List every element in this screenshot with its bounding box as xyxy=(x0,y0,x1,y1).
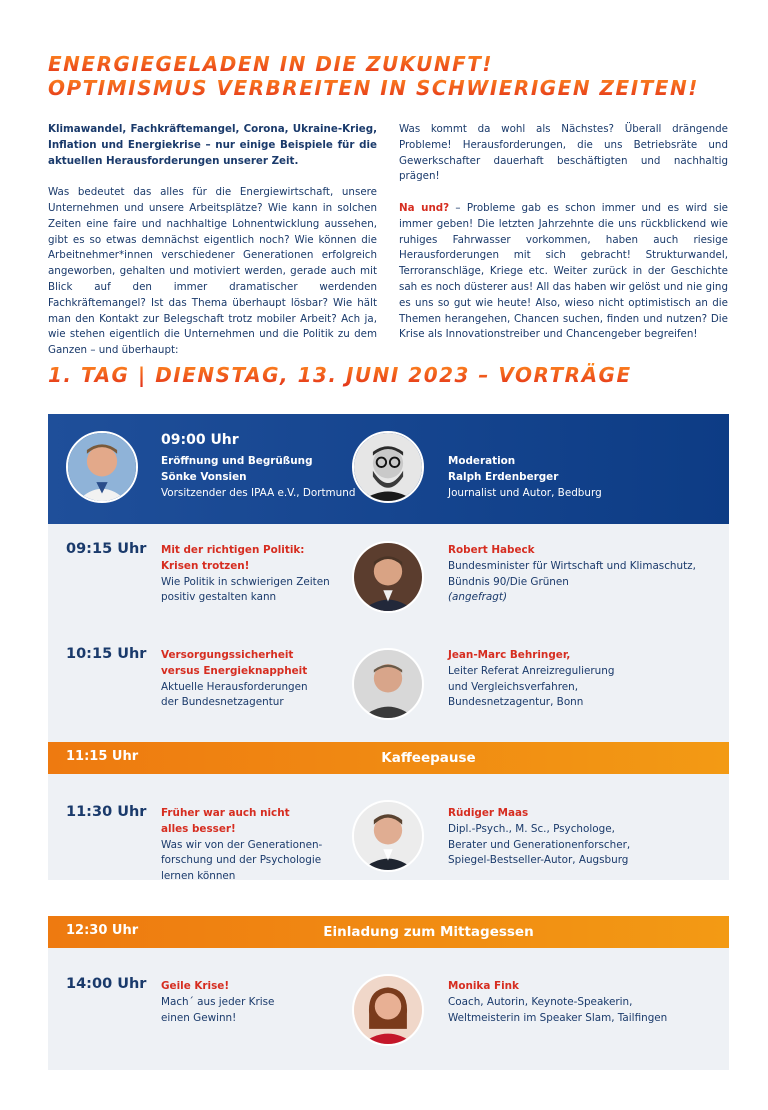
speaker-role-line: Dipl.-Psych., M. Sc., Psychologe, xyxy=(448,822,615,835)
talk-title-line: versus Energieknappheit xyxy=(161,664,308,677)
moderation-details xyxy=(448,454,602,501)
talk-topic xyxy=(161,806,346,885)
schedule-row-opening xyxy=(48,414,729,524)
schedule-row-talk-2 xyxy=(48,636,729,742)
talk-title-line: alles besser! xyxy=(161,822,236,835)
intro-column-right xyxy=(399,122,728,375)
break-time: 11:15 Uhr xyxy=(66,749,139,764)
talk-title-line: Geile Krise! xyxy=(161,980,230,992)
talk-title-line: Mit der richtigen Politik: xyxy=(161,544,305,556)
speaker-role-line: Spiegel-Bestseller-Autor, Augsburg xyxy=(448,854,629,867)
speaker-role-line: Berater und Generationenforscher, xyxy=(448,838,631,851)
intro-text xyxy=(48,122,728,375)
speaker-details xyxy=(448,806,718,869)
talk-title-line: Versorgungssicherheit xyxy=(161,649,294,661)
speaker-details xyxy=(448,979,718,1026)
speaker-role-line: Coach, Autorin, Keynote-Speakerin, xyxy=(448,995,633,1008)
break-label: Einladung zum Mittagessen xyxy=(323,924,534,940)
talk-description-line: Was wir von der Generationen- xyxy=(161,838,323,851)
avatar-robert-habeck xyxy=(352,541,424,613)
moderator-name: Ralph Erdenberger xyxy=(448,470,559,483)
speaker-role-line: Weltmeisterin im Speaker Slam, Tailfingen xyxy=(448,1011,668,1024)
speaker-details xyxy=(448,648,718,711)
speaker-role-line: Leiter Referat Anreizregulierung xyxy=(448,664,615,677)
schedule-row-talk-3 xyxy=(48,774,729,883)
speaker-role-line: und Vergleichsverfahren, xyxy=(448,680,579,693)
talk-topic xyxy=(161,648,346,711)
opening-speaker-name: Sönke Vonsien xyxy=(161,470,247,483)
intro-paragraph-3 xyxy=(399,201,728,343)
intro-paragraph-2: Was kommt da wohl als Nächstes? Überall drängende Probleme! Herausforderungen, die uns Betriebsräte und Gewerkschafter dauerhaft beschäftigten und nachhaltig prägen! xyxy=(399,123,728,183)
avatar-jean-marc-behringer xyxy=(352,648,424,720)
speaker-details xyxy=(448,543,718,606)
schedule-row-lunch xyxy=(48,916,729,948)
talk-topic xyxy=(161,979,346,1026)
talk-time: 09:15 Uhr xyxy=(66,541,147,557)
avatar-monika-fink xyxy=(352,974,424,1046)
talk-description-line: Wie Politik in schwierigen Zeiten xyxy=(161,575,330,588)
speaker-note: (angefragt) xyxy=(448,591,508,604)
talk-time: 11:30 Uhr xyxy=(66,804,147,820)
talk-description-line: Aktuelle Herausforderungen xyxy=(161,680,308,693)
opening-time: 09:00 Uhr xyxy=(161,432,239,448)
talk-topic xyxy=(161,543,346,606)
moderator-role: Journalist und Autor, Bedburg xyxy=(448,486,602,499)
talk-description-line: forschung und der Psychologie xyxy=(161,854,322,867)
talk-description-line: lernen können xyxy=(161,870,236,883)
intro-lead: Klimawandel, Fachkräftemangel, Corona, Ukraine-Krieg, Inflation und Energiekrise – nur einige Beispiele für die aktuellen Herausforderungen unserer Zeit. xyxy=(48,123,377,167)
talk-description-line: der Bundesnetzagentur xyxy=(161,696,284,709)
intro-column-left xyxy=(48,122,377,375)
schedule-row-talk-1 xyxy=(48,524,729,636)
talk-title-line: Früher war auch nicht xyxy=(161,807,290,819)
headline-line-2: OPTIMISMUS VERBREITEN IN SCHWIERIGEN ZEITEN! xyxy=(48,76,728,100)
talk-description-line: positiv gestalten kann xyxy=(161,591,277,604)
talk-description-line: einen Gewinn! xyxy=(161,1011,237,1024)
moderation-label: Moderation xyxy=(448,455,516,467)
day-title: 1. TAG | DIENSTAG, 13. JUNI 2023 – VORTRÄGE xyxy=(48,363,632,387)
intro-paragraph-1: Was bedeutet das alles für die Energiewirtschaft, unsere Unternehmen und unsere Arbeitsplätze? Wie kann in solchen Zeiten eine faire und nachhaltige Lohnentwicklung aussehen, gibt es so etwas demnächst eigentlich noch? Wie können die Arbeitnehmer*innen verschiedener Generationen erfolgreich angeworben, gehalten und motiviert werden, gerade auch mit Blick auf den immer dramatischer werdenden Fachkräftemangel? Ist das Thema überhaupt lösbar? Wie hält man den Kontakt zur Belegschaft trotz mobiler Arbeit? Ach ja, wie stehen eigentlich die Unternehmen und die Politik zu dem Ganzen – und überhaupt: xyxy=(48,186,377,357)
headline xyxy=(48,52,728,100)
speaker-role-line: Bündnis 90/Die Grünen xyxy=(448,575,569,588)
avatar-soenke-vonsien xyxy=(66,431,138,503)
speaker-name: Jean-Marc Behringer, xyxy=(448,649,571,661)
speaker-role-line: Bundesminister für Wirtschaft und Klimaschutz, xyxy=(448,559,696,572)
talk-title-line: Krisen trotzen! xyxy=(161,559,250,572)
speaker-name: Robert Habeck xyxy=(448,544,535,556)
schedule-row-coffee-break xyxy=(48,742,729,774)
opening-speaker-role: Vorsitzender des IPAA e.V., Dortmund xyxy=(161,486,356,499)
speaker-name: Rüdiger Maas xyxy=(448,807,529,819)
speaker-role-line: Bundesnetzagentur, Bonn xyxy=(448,696,584,709)
speaker-name: Monika Fink xyxy=(448,980,519,992)
break-label: Kaffeepause xyxy=(381,750,476,766)
avatar-ralph-erdenberger xyxy=(352,431,424,503)
break-time: 12:30 Uhr xyxy=(66,923,139,938)
intro-paragraph-3-text: – Probleme gab es schon immer und es wird sie immer geben! Die letzten Jahrzehnte die uns rückblickend wie ruhiges Fahrwasser vorkommen, haben auch riesige Herausforderungen mit sich gebracht! Strukturwandel, Terroranschläge, Kriege etc. Weiter zurück in der Geschichte sah es noch düsterer aus! All das haben wir gelöst und nie ging es uns so gut wie heute! Also, wieso nicht optimistisch an die Themen herangehen, Chancen suchen, finden und nutzen? Die Krise als Innovationstreiber und Chancengeber begreifen! xyxy=(399,201,729,341)
opening-details xyxy=(161,454,355,501)
opening-title: Eröffnung und Begrüßung xyxy=(161,455,313,467)
talk-time: 10:15 Uhr xyxy=(66,646,147,662)
talk-time: 14:00 Uhr xyxy=(66,976,147,992)
avatar-ruediger-maas xyxy=(352,800,424,872)
talk-description-line: Mach´ aus jeder Krise xyxy=(161,995,275,1008)
intro-highlight: Na und? xyxy=(399,201,450,214)
schedule xyxy=(48,414,729,1070)
headline-line-1: ENERGIEGELADEN IN DIE ZUKUNFT! xyxy=(48,52,728,76)
schedule-row-talk-4 xyxy=(48,948,729,1070)
